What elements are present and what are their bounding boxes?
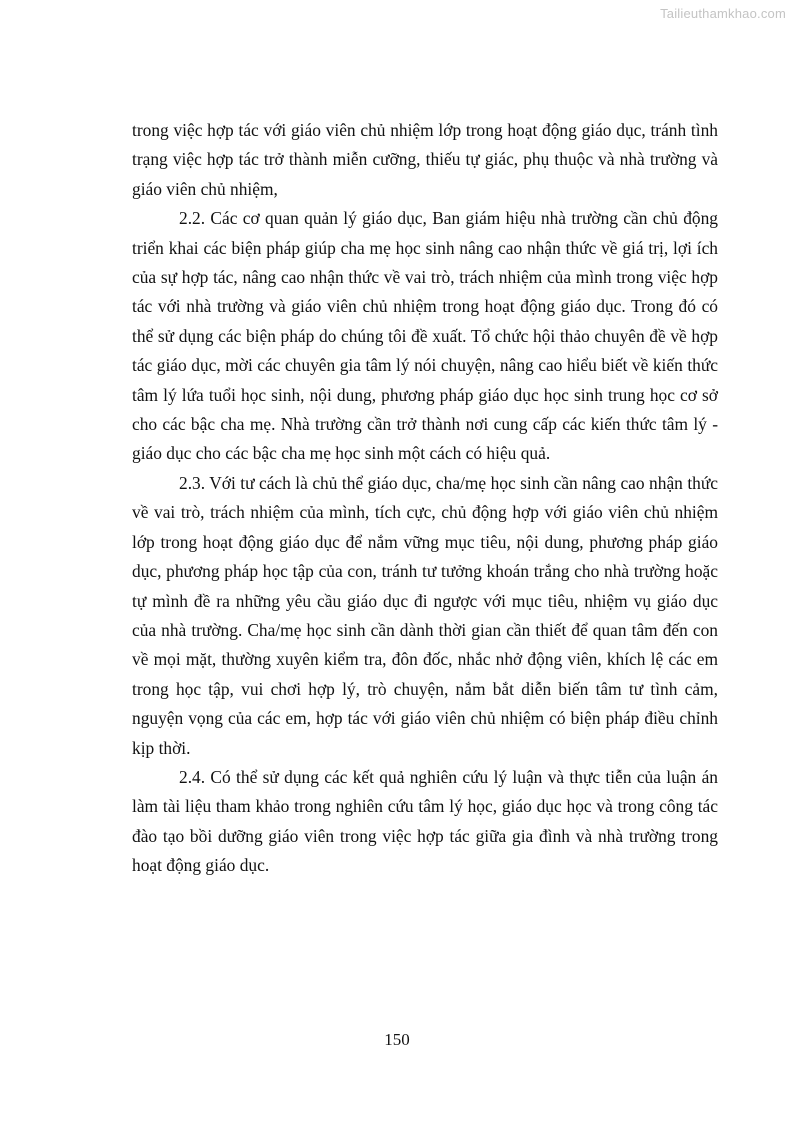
document-body: [132, 116, 718, 881]
paragraph-continuation: trong việc hợp tác với giáo viên chủ nhiệm lớp trong hoạt động giáo dục, tránh tình trạng việc hợp tác trở thành miễn cưỡng, thiếu tự giác, phụ thuộc và nhà trường và giáo viên chủ nhiệm,: [132, 120, 718, 199]
paragraph-2-3: 2.3. Với tư cách là chủ thể giáo dục, cha/mẹ học sinh cần nâng cao nhận thức về vai trò, trách nhiệm của mình, tích cực, chủ động hợp với giáo viên chủ nhiệm lớp trong hoạt động giáo dục để nắm vững mục tiêu, nội dung, phương pháp giáo dục, phương pháp học tập của con, tránh tư tưởng khoán trắng cho nhà trường hoặc tự mình đề ra những yêu cầu giáo dục đi ngược với mục tiêu, nhiệm vụ giáo dục của nhà trường. Cha/mẹ học sinh cần dành thời gian cần thiết để quan tâm đến con về mọi mặt, thường xuyên kiểm tra, đôn đốc, nhắc nhở động viên, khích lệ các em trong học tập, vui chơi hợp lý, trò chuyện, nắm bắt diễn biến tâm tư tình cảm, nguyện vọng của các em, hợp tác với giáo viên chủ nhiệm có biện pháp điều chỉnh kịp thời.: [132, 472, 718, 758]
page-number: 150: [384, 1030, 410, 1049]
paragraph-2-4: 2.4. Có thể sử dụng các kết quả nghiên cứu lý luận và thực tiễn của luận án làm tài liệu tham khảo trong nghiên cứu tâm lý học, giáo dục học và trong công tác đào tạo bồi dưỡng giáo viên trong việc hợp tác giữa gia đình và nhà trường trong hoạt động giáo dục.: [132, 766, 718, 876]
watermark-text: Tailieuthamkhao.com: [660, 6, 786, 21]
paragraph-2-2: 2.2. Các cơ quan quản lý giáo dục, Ban giám hiệu nhà trường cần chủ động triển khai các biện pháp giúp cha mẹ học sinh nâng cao nhận thức về giá trị, lợi ích của sự hợp tác, nâng cao nhận thức về vai trò, trách nhiệm của mình trong việc hợp tác với nhà trường và giáo viên chủ nhiệm trong hoạt động giáo dục. Trong đó có thể sử dụng các biện pháp do chúng tôi đề xuất. Tổ chức hội thảo chuyên đề về hợp tác giáo dục, mời các chuyên gia tâm lý nói chuyện, nâng cao hiểu biết về kiến thức tâm lý lứa tuổi học sinh, nội dung, phương pháp giáo dục học sinh trung học cơ sở cho các bậc cha mẹ. Nhà trường cần trở thành nơi cung cấp các kiến thức tâm lý - giáo dục cho các bậc cha mẹ học sinh một cách có hiệu quả.: [132, 208, 718, 464]
